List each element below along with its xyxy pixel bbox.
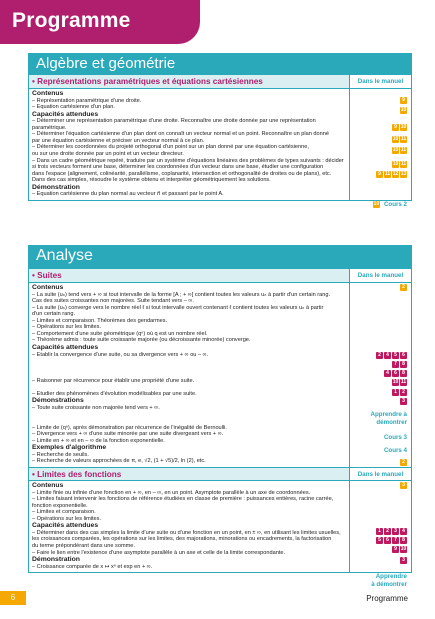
suites-references — [349, 283, 411, 467]
exercise-badge[interactable]: 9 — [400, 97, 407, 104]
manuel-header: Dans le manuel — [349, 269, 411, 282]
reference-row — [373, 201, 407, 208]
footer-label: Programme — [366, 594, 408, 603]
reference-row — [400, 459, 407, 466]
reference-row — [384, 370, 407, 377]
content-line: – Recherche de valeurs approchées de π, e, √2, (1 + √5)/2, ln (2), etc. — [32, 458, 206, 465]
reference-row — [392, 379, 407, 386]
content-line: – Comportement d'une suite géométrique (qⁿ) où q est un nombre réel. — [32, 330, 208, 337]
exercise-badge[interactable]: 10 — [400, 107, 407, 113]
content-line: – Déterminer l'équation cartésienne d'un plan dont on connaît un vecteur normal et un point. Reconnaître un plan donné — [32, 131, 329, 138]
content-line: – Limite finie ou infinie d'une fonction en + ∞, en – ∞, en un point. Asymptote parallèle à un axe de coordonnées. — [32, 489, 311, 496]
exercise-badge[interactable]: 2 — [376, 352, 383, 359]
content-heading: Capacités attendues — [32, 343, 99, 351]
exercise-badge[interactable]: 8 — [400, 370, 407, 377]
exercise-badge[interactable]: 1 — [376, 528, 383, 535]
exercise-badge[interactable]: 6 — [392, 370, 399, 377]
content-line: – Limites et comparaison. — [32, 509, 96, 516]
exercise-badge[interactable]: 2 — [400, 389, 407, 396]
subsection-title: • Suites — [29, 269, 349, 282]
content-line: – Établir la convergence d'une suite, ou sa divergence vers + ∞ ou – ∞. — [32, 351, 209, 358]
algebre-table — [28, 75, 412, 208]
content-line: – Équation cartésienne du plan normal au vecteur n⃗ et passant par le point A. — [32, 191, 224, 198]
reference-row — [392, 389, 407, 396]
content-line: si trois vecteurs forment une base, déterminer les coordonnées d'un vecteur dans une base, étudier une configuration — [32, 164, 324, 171]
content-line: – Limites et comparaison. Théorèmes des gendarmes. — [32, 317, 168, 324]
content-line: – Limites faisant intervenir les fonctions de référence étudiées en classe de première : puissances entières, racine carrée, — [32, 496, 334, 503]
exercise-badge[interactable]: 3 — [400, 482, 407, 489]
reference-row — [376, 537, 407, 544]
subsection-header — [29, 75, 411, 89]
reference-row — [392, 546, 407, 553]
exercise-badge[interactable]: 4 — [384, 352, 391, 359]
exercise-badge[interactable]: 4 — [400, 528, 407, 535]
content-line: – Limite en + ∞ et en – ∞ de la fonction exponentielle. — [32, 437, 165, 444]
exercise-badge[interactable]: 2 — [400, 459, 407, 466]
exercise-badge[interactable]: 2 — [384, 528, 391, 535]
content-line: – Déterminer dans des cas simples la limite d'une suite ou d'une fonction en un point, en ± ∞, en utilisant les limites usuelles, — [32, 529, 341, 536]
exercise-badge[interactable]: 3 — [400, 398, 407, 405]
exercise-badge[interactable]: 9 — [392, 124, 399, 131]
content-line: – Raisonner par récurrence pour établir une propriété d'une suite. — [32, 377, 195, 384]
reference-row — [392, 161, 407, 168]
reference-row — [392, 124, 407, 131]
course-reference[interactable]: à démontrer — [371, 580, 407, 588]
exercise-badge[interactable]: 3 — [392, 528, 399, 535]
content-heading: Contenus — [32, 90, 64, 97]
reference-row — [400, 107, 407, 114]
page-title: Programme — [12, 9, 131, 32]
reference-row — [400, 482, 407, 489]
exercise-badge[interactable]: 8 — [400, 361, 407, 368]
exercise-badge[interactable]: 10 — [400, 545, 407, 552]
subsection-title: • Limites des fonctions — [29, 468, 349, 480]
exercise-badge[interactable]: 5 — [392, 352, 399, 359]
subsection-title: • Représentations paramétriques et équations cartésiennes — [29, 75, 349, 88]
content-line: ou sur une droite donnée par un point et un vecteur directeur. — [32, 151, 184, 158]
content-line: – Dans un cadre géométrique repéré, traduire par un système d'équations linéaires des problèmes de types suivants : décider — [32, 157, 344, 164]
exercise-badge[interactable]: 11 — [384, 171, 391, 177]
content-heading: Exemples d'algorithme — [32, 444, 107, 452]
exercise-badge[interactable]: 10 — [373, 201, 380, 207]
content-line: les croissances comparées, les opérations sur les limites, des majorations, minorations ou encadrements, la factorisation — [32, 536, 332, 543]
content-heading: Démonstration — [32, 183, 80, 191]
content-line: – Recherche de seuils. — [32, 451, 89, 458]
exercise-badge[interactable]: 7 — [392, 361, 399, 368]
content-line: – Opérations sur les limites. — [32, 515, 102, 522]
content-heading: Démonstration — [32, 556, 80, 564]
content-line: – Divergence vers + ∞ d'une suite minorée par une suite divergeant vers + ∞. — [32, 431, 224, 438]
course-reference[interactable]: Apprendre à — [370, 411, 407, 418]
content-line: – Toute suite croissante non majorée tend vers + ∞. — [32, 404, 160, 411]
manuel-header: Dans le manuel — [349, 75, 411, 88]
content-heading: Contenus — [32, 284, 64, 291]
fonctions-content — [29, 481, 349, 572]
exercise-badge[interactable]: 2 — [400, 284, 407, 291]
reference-row — [392, 136, 407, 143]
subsection-header — [29, 269, 411, 283]
exercise-badge[interactable]: 10 — [400, 124, 407, 130]
content-line: du terme prépondérant dans une somme. — [32, 542, 135, 549]
exercise-badge[interactable]: 11 — [400, 136, 407, 142]
content-line: – Déterminer une représentation paramétrique d'une droite. Reconnaître une droite donnée par une représentation — [32, 118, 316, 125]
content-line: – Théorème admis : toute suite croissante majorée (ou décroissante minorée) converge. — [32, 337, 251, 344]
exercise-badge[interactable]: 7 — [392, 537, 399, 544]
subsection-header — [29, 467, 411, 481]
content-heading: Capacités attendues — [32, 522, 99, 530]
content-heading: Capacités attendues — [32, 110, 99, 118]
exercise-badge[interactable]: 9 — [376, 171, 383, 178]
content-line: fonction exponentielle. — [32, 502, 88, 509]
section-title-algebre: Algèbre et géométrie — [28, 53, 412, 75]
page-number: 6 — [0, 591, 26, 605]
exercise-badge[interactable]: 6 — [384, 537, 391, 544]
exercise-badge[interactable]: 10 — [392, 147, 399, 153]
fonctions-references — [349, 481, 411, 588]
exercise-badge[interactable]: 11 — [400, 379, 407, 385]
course-reference[interactable]: Cours 2 — [383, 201, 407, 208]
algebre-references — [349, 89, 411, 208]
content-line: – La suite (uₙ) converge vers le nombre réel ℓ si tout intervalle ouvert contenant ℓ contient toutes les valeurs uₙ à partir — [32, 304, 324, 311]
algebre-content — [29, 89, 349, 200]
exercise-badge[interactable]: 1 — [392, 389, 399, 396]
content-line: – Croissance comparée de x ↦ xⁿ et exp en + ∞. — [32, 563, 153, 570]
content-line: d'un certain rang. — [32, 311, 76, 318]
course-reference[interactable]: Cours 3 — [383, 434, 407, 441]
content-heading: Contenus — [32, 481, 64, 489]
content-line: Cas des suites croissantes non majorées. Suite tendant vers – ∞. — [32, 298, 194, 305]
suites-table — [28, 269, 412, 588]
exercise-badge[interactable]: 4 — [384, 370, 391, 377]
exercise-badge[interactable]: 9 — [392, 546, 399, 553]
reference-row — [400, 284, 407, 291]
content-line: – Représentation paramétrique d'une droite. — [32, 97, 142, 104]
section-title-analyse: Analyse — [28, 245, 412, 269]
content-heading: Démonstrations — [32, 397, 84, 405]
exercise-badge[interactable]: 10 — [392, 161, 399, 167]
reference-row — [400, 398, 407, 405]
exercise-badge[interactable]: 3 — [400, 557, 407, 564]
content-line: – Limite de (qⁿ), après démonstration par récurrence de l'inégalité de Bernoulli. — [32, 424, 227, 431]
content-line: par une équation cartésienne et préciser un vecteur normal à ce plan. — [32, 137, 205, 144]
content-line: paramétrique. — [32, 124, 67, 131]
content-line: – Faire le lien entre l'existence d'une asymptote parallèle à un axe et celle de la limite correspondante. — [32, 549, 286, 556]
content-line: – Équation cartésienne d'un plan. — [32, 104, 115, 111]
reference-row — [400, 557, 407, 564]
suites-content — [29, 283, 349, 467]
content-line: dans l'espace (alignement, colinéarité, parallélisme, coplanarité, intersection et orthogonalité de droites ou de plans), etc. — [32, 170, 332, 177]
reference-row — [392, 361, 407, 368]
reference-row — [400, 97, 407, 104]
course-reference[interactable]: Cours 4 — [383, 447, 407, 454]
exercise-badge[interactable]: 12 — [392, 171, 399, 177]
content-line: Dans des cas simples, résoudre le système obtenu et interpréter géométriquement les solutions. — [32, 177, 271, 184]
header-banner — [0, 0, 200, 44]
course-reference[interactable]: Apprendre — [375, 572, 407, 580]
reference-row — [376, 171, 407, 178]
reference-row — [376, 352, 407, 359]
reference-row — [376, 528, 407, 535]
content-line: – Étudier des phénomènes d'évolution modélisables par une suite. — [32, 390, 197, 397]
exercise-badge[interactable]: 10 — [392, 379, 399, 385]
manuel-header: Dans le manuel — [349, 468, 411, 480]
reference-row — [392, 147, 407, 154]
course-reference[interactable]: démontrer — [376, 419, 407, 426]
exercise-badge[interactable]: 13 — [400, 171, 407, 177]
exercise-badge[interactable]: 6 — [400, 352, 407, 359]
content-line: – Opérations sur les limites. — [32, 324, 102, 331]
content-line: – La suite (uₙ) tend vers + ∞ si tout intervalle de la forme [A ; + ∞[ contient toutes les valeurs uₙ à partir d'un certain rang. — [32, 291, 331, 298]
content-line: – Déterminer les coordonnées du projeté orthogonal d'un point sur un plan donné par une équation cartésienne, — [32, 144, 309, 151]
exercise-badge[interactable]: 10 — [392, 136, 399, 142]
exercise-badge[interactable]: 11 — [400, 147, 407, 153]
exercise-badge[interactable]: 5 — [376, 537, 383, 544]
exercise-badge[interactable]: 11 — [400, 161, 407, 167]
exercise-badge[interactable]: 8 — [400, 537, 407, 544]
